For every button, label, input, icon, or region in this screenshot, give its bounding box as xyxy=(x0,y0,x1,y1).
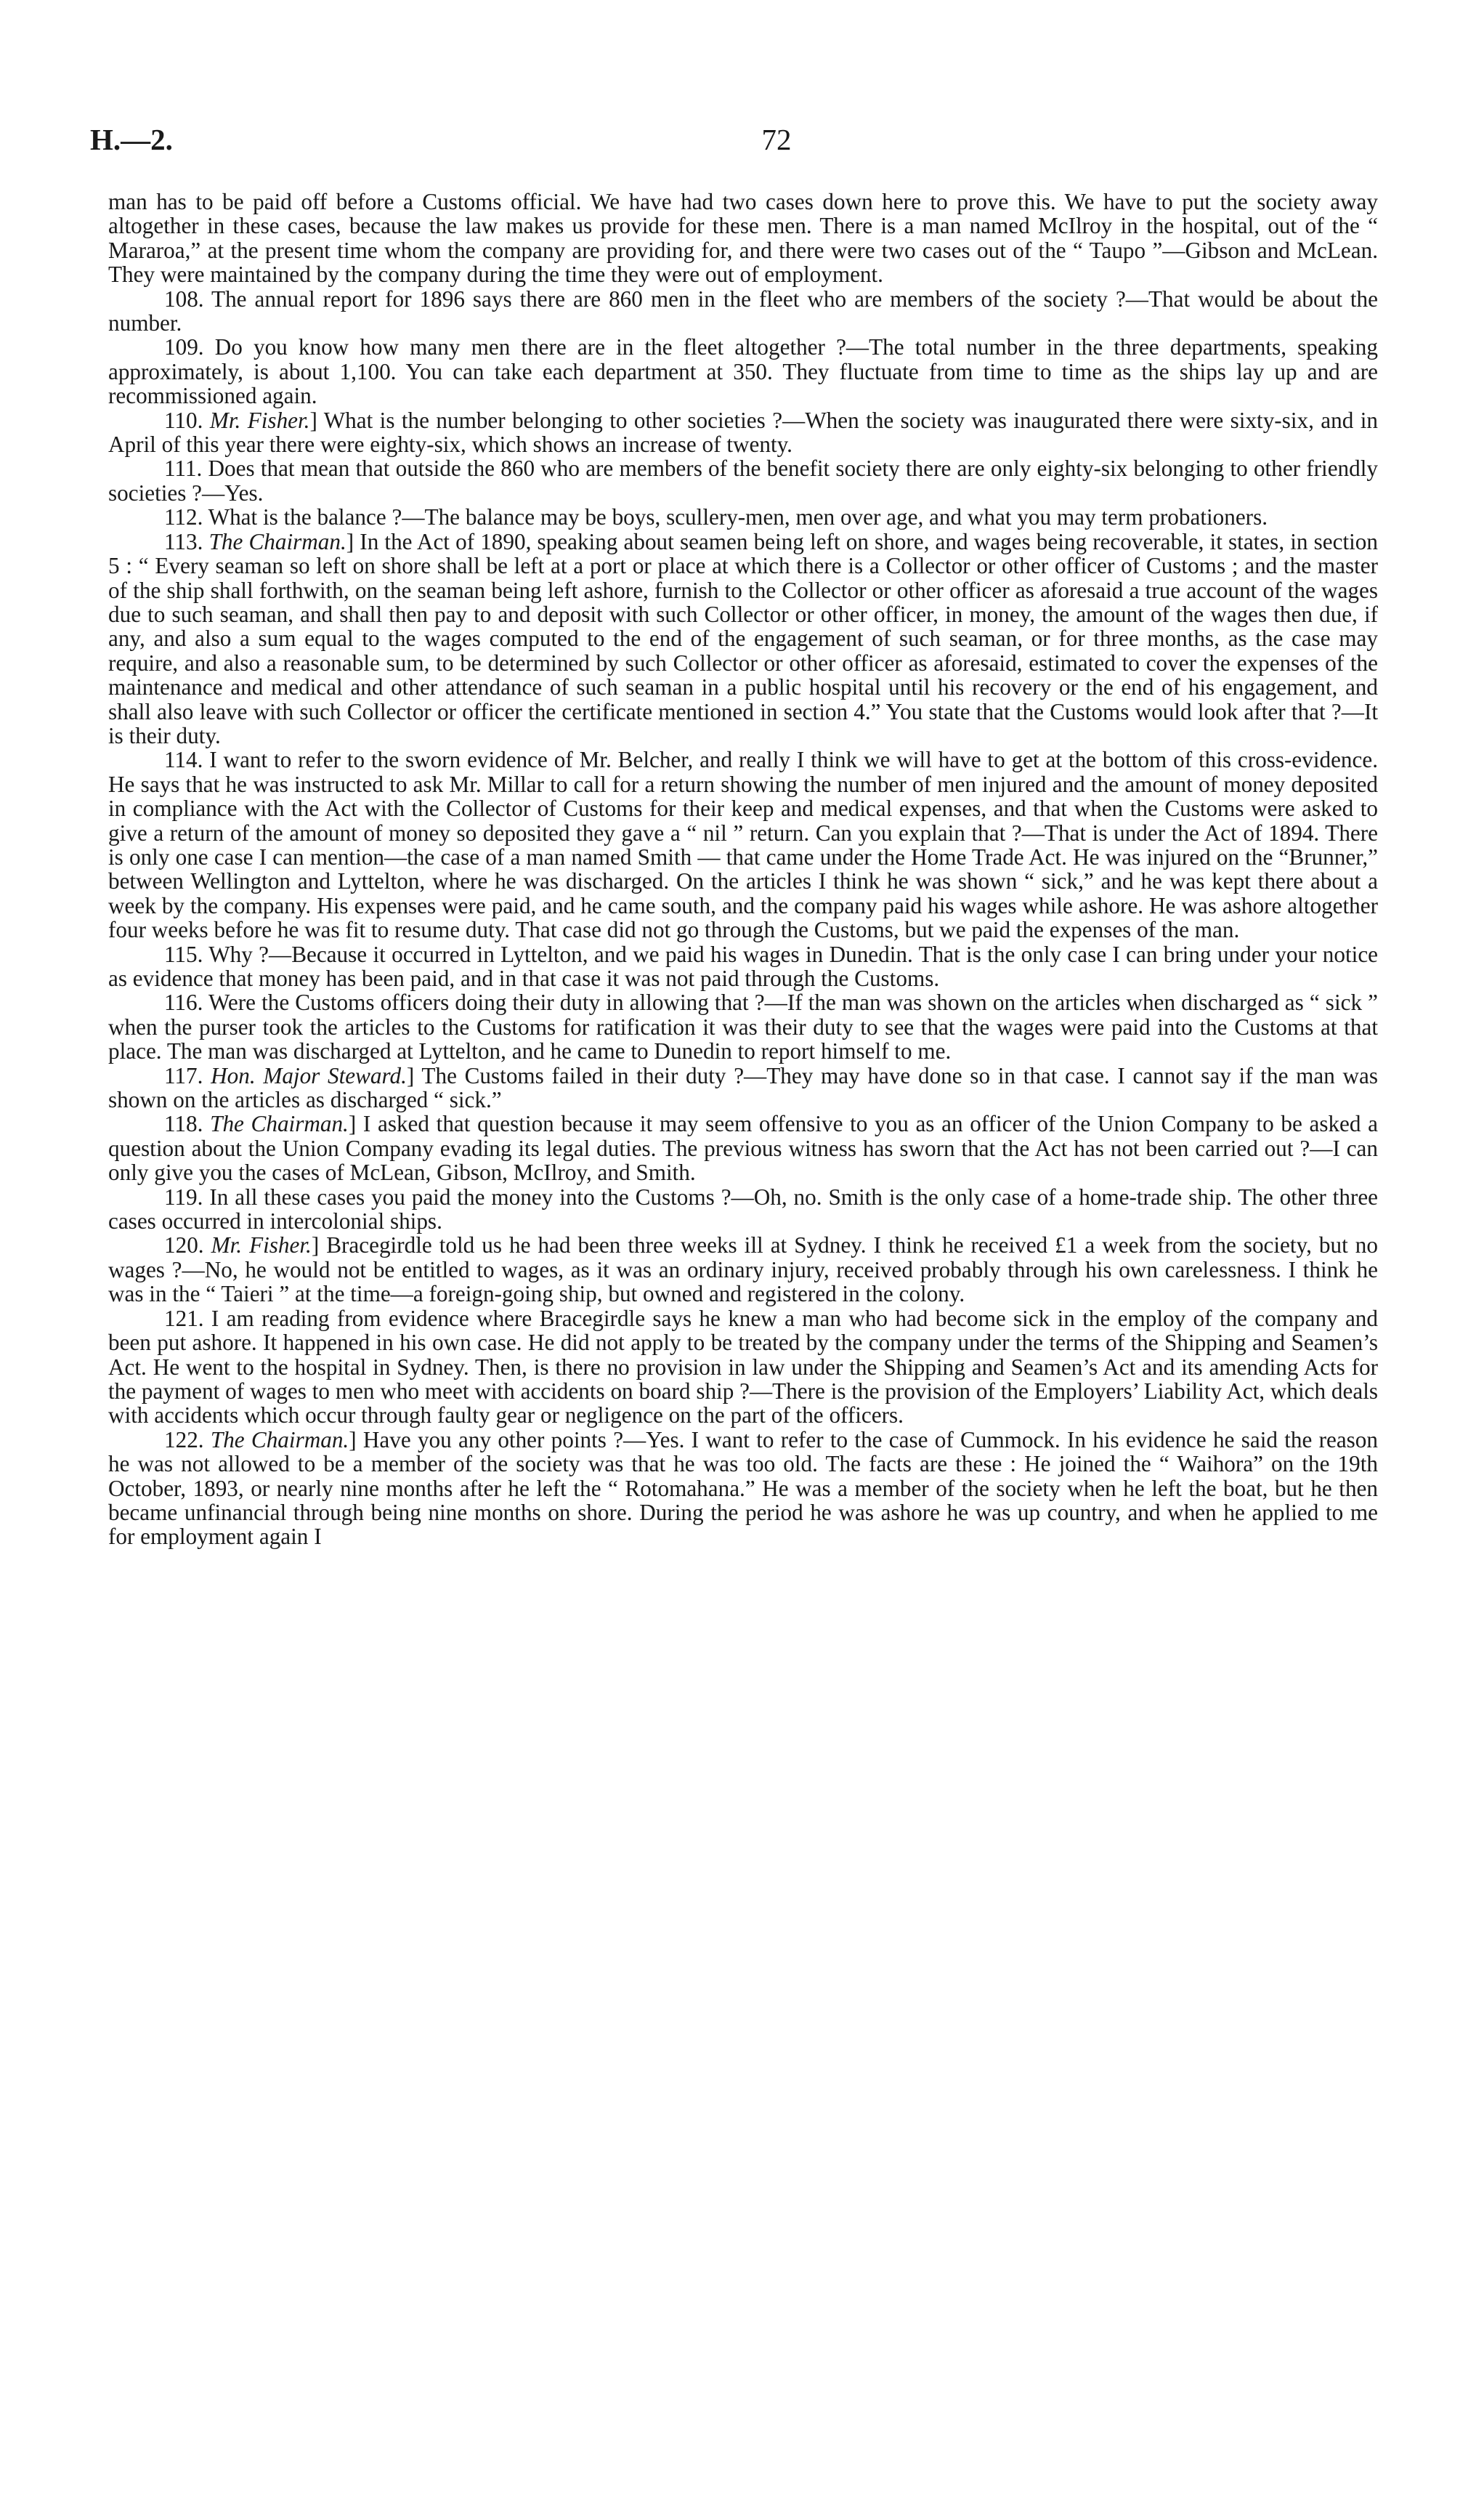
document-reference: H.—2. xyxy=(90,123,173,156)
speaker-label: The Chairman. xyxy=(210,1426,349,1452)
paragraph: man has to be paid off before a Customs official. We have had two cases down here to prove this. We have to put the society away altogether in these cases, because the law makes us provide for these men. There is a man named McIlroy in the hospital, out of the “ Mararoa,” at the present time whom the company are providing for, and there were two cases out of the “ Taupo ”—Gibson and McLean. They were maintained by the company during the time they were out of employment. xyxy=(108,189,1378,288)
speaker-label: Mr. Fisher. xyxy=(211,1232,312,1258)
page-header xyxy=(90,122,1394,166)
paragraph-113: 113. The Chairman.] In the Act of 1890, speaking about seamen being left on shore, and wages being recoverable, it states, in section 5 : “ Every seaman so left on shore shall be left at a port or place at which there is a Collector or other officer of Customs ; and the master of the ship shall forthwith, on the seaman being left ashore, furnish to the Collector or other officer as aforesaid a true account of the wages due to such seaman, and shall then pay to and deposit with such Collector or other officer, in money, the amount of the wages then due, if any, and also a sum equal to the wages computed to the end of the engagement of such seaman, or for three months, as the case may require, and also a reasonable sum, to be determined by such Collector or other officer as aforesaid, estimated to cover the expenses of the maintenance and medical and other attendance of such seaman in a public hospital until his recovery or the end of his engagement, and shall also leave with such Collector or officer the certificate mentioned in section 4.” You state that the Customs would look after that ?—It is their duty. xyxy=(108,528,1378,748)
paragraph-122: 122. The Chairman.] Have you any other points ?—Yes. I want to refer to the case of Cummock. In his evidence he said the reason he was not allowed to be a member of the society was that he was too old. The facts are these : He joined the “ Waihora” on the 19th October, 1893, or nearly nine months after he left the “ Rotomahana.” He was a member of the society when he left the boat, but he then became unfinancial through being nine months on shore. During the period he was ashore he was up country, and when he applied to me for employment again I xyxy=(108,1426,1378,1550)
paragraph-112: 112. What is the balance ?—The balance may be boys, scullery-men, men over age, and what you may term probationers. xyxy=(164,504,1268,530)
paragraph-114: 114. I want to refer to the sworn evidence of Mr. Belcher, and really I think we will have to get at the bottom of this cross-evidence. He says that he was instructed to ask Mr. Millar to call for a return showing the number of men injured and the amount of money deposited in compliance with the Act with the Collector of Customs for their keep and medical expenses, and that when the Customs were asked to give a return of the amount of money so deposited they gave a “ nil ” return. Can you explain that ?—That is under the Act of 1894. There is only one case I can mention—the case of a man named Smith — that came under the Home Trade Act. He was injured on the “Brunner,” between Wellington and Lyttelton, where he was discharged. On the articles I think he was shown “ sick,” and he was kept there about a week by the company. His expenses were paid, and he came south, and the company paid his wages while ashore. He was ashore altogether four weeks before he was fit to resume duty. That case did not go through the Customs, but we paid the expenses of the man. xyxy=(108,747,1378,943)
paragraph-109: 109. Do you know how many men there are in the fleet altogether ?—The total number in the three departments, speaking approximately, is about 1,100. You can take each department at 350. They fluctuate from time to time as the ships lay up and are recommissioned again. xyxy=(108,334,1378,409)
paragraph-108: 108. The annual report for 1896 says there are 860 men in the fleet who are members of the society ?—That would be about the number. xyxy=(108,286,1378,336)
paragraph-111: 111. Does that mean that outside the 860 who are members of the benefit society there are only eighty-six belonging to other friendly societies ?—Yes. xyxy=(108,456,1379,506)
paragraph-119: 119. In all these cases you paid the money into the Customs ?—Oh, no. Smith is the only case of a home-trade ship. The other three cases occurred in intercolonial ships. xyxy=(108,1184,1379,1234)
speaker-label: Hon. Major Steward. xyxy=(211,1062,407,1088)
paragraph-116: 116. Were the Customs officers doing their duty in allowing that ?—If the man was shown on the articles when discharged as “ sick ” when the purser took the articles to the Customs for ratification it was their duty to see that the wages were paid into the Customs at that place. The man was discharged at Lyttelton, and he came to Dunedin to report himself to me. xyxy=(108,990,1378,1064)
paragraph-118: 118. The Chairman.] I asked that question because it may seem offensive to you as an officer of the Union Company to be asked a question about the Union Company evading its legal duties. The previous witness has sworn that the Act has not been carried out ?—I can only give you the cases of McLean, Gibson, McIlroy, and Smith. xyxy=(108,1111,1378,1186)
paragraph-121: 121. I am reading from evidence where Bracegirdle says he knew a man who had become sick in the employ of the company and been put ashore. It happened in his own case. He did not apply to be treated by the company under the terms of the Shipping and Seamen’s Act. He went to the hospital in Sydney. Then, is there no provision in law under the Shipping and Seamen’s Act and its amending Acts for the payment of wages to men who meet with accidents on board ship ?—There is the provision of the Employers’ Liability Act, which deals with accidents which occur through faulty gear or negligence on the part of the officers. xyxy=(108,1305,1378,1428)
paragraph-115: 115. Why ?—Because it occurred in Lyttelton, and we paid his wages in Dunedin. That is the only case I can bring under your notice as evidence that money has been paid, and in that case it was not paid through the Customs. xyxy=(108,941,1378,991)
paragraph-117: 117. Hon. Major Steward.] The Customs failed in their duty ?—They may have done so in that case. I cannot say if the man was shown on the articles as discharged “ sick.” xyxy=(108,1062,1379,1113)
speaker-label: Mr. Fisher. xyxy=(209,407,310,433)
body-text xyxy=(108,190,1378,1549)
page-number: 72 xyxy=(761,123,792,156)
speaker-label: The Chairman. xyxy=(208,528,346,554)
speaker-label: The Chairman. xyxy=(210,1111,349,1137)
paragraph-120: 120. Mr. Fisher.] Bracegirdle told us he had been three weeks ill at Sydney. I think he received £1 a week from the society, but no wages ?—No, he would not be entitled to wages, as it was an ordinary injury, received probably through his own carelessness. I think he was in the “ Taieri ” at the time—a foreign-going ship, but owned and registered in the colony. xyxy=(108,1232,1378,1307)
paragraph-110: 110. Mr. Fisher.] What is the number belonging to other societies ?—When the society was inaugurated there were sixty-six, and in April of this year there were eighty-six, which shows an increase of twenty. xyxy=(108,407,1378,458)
